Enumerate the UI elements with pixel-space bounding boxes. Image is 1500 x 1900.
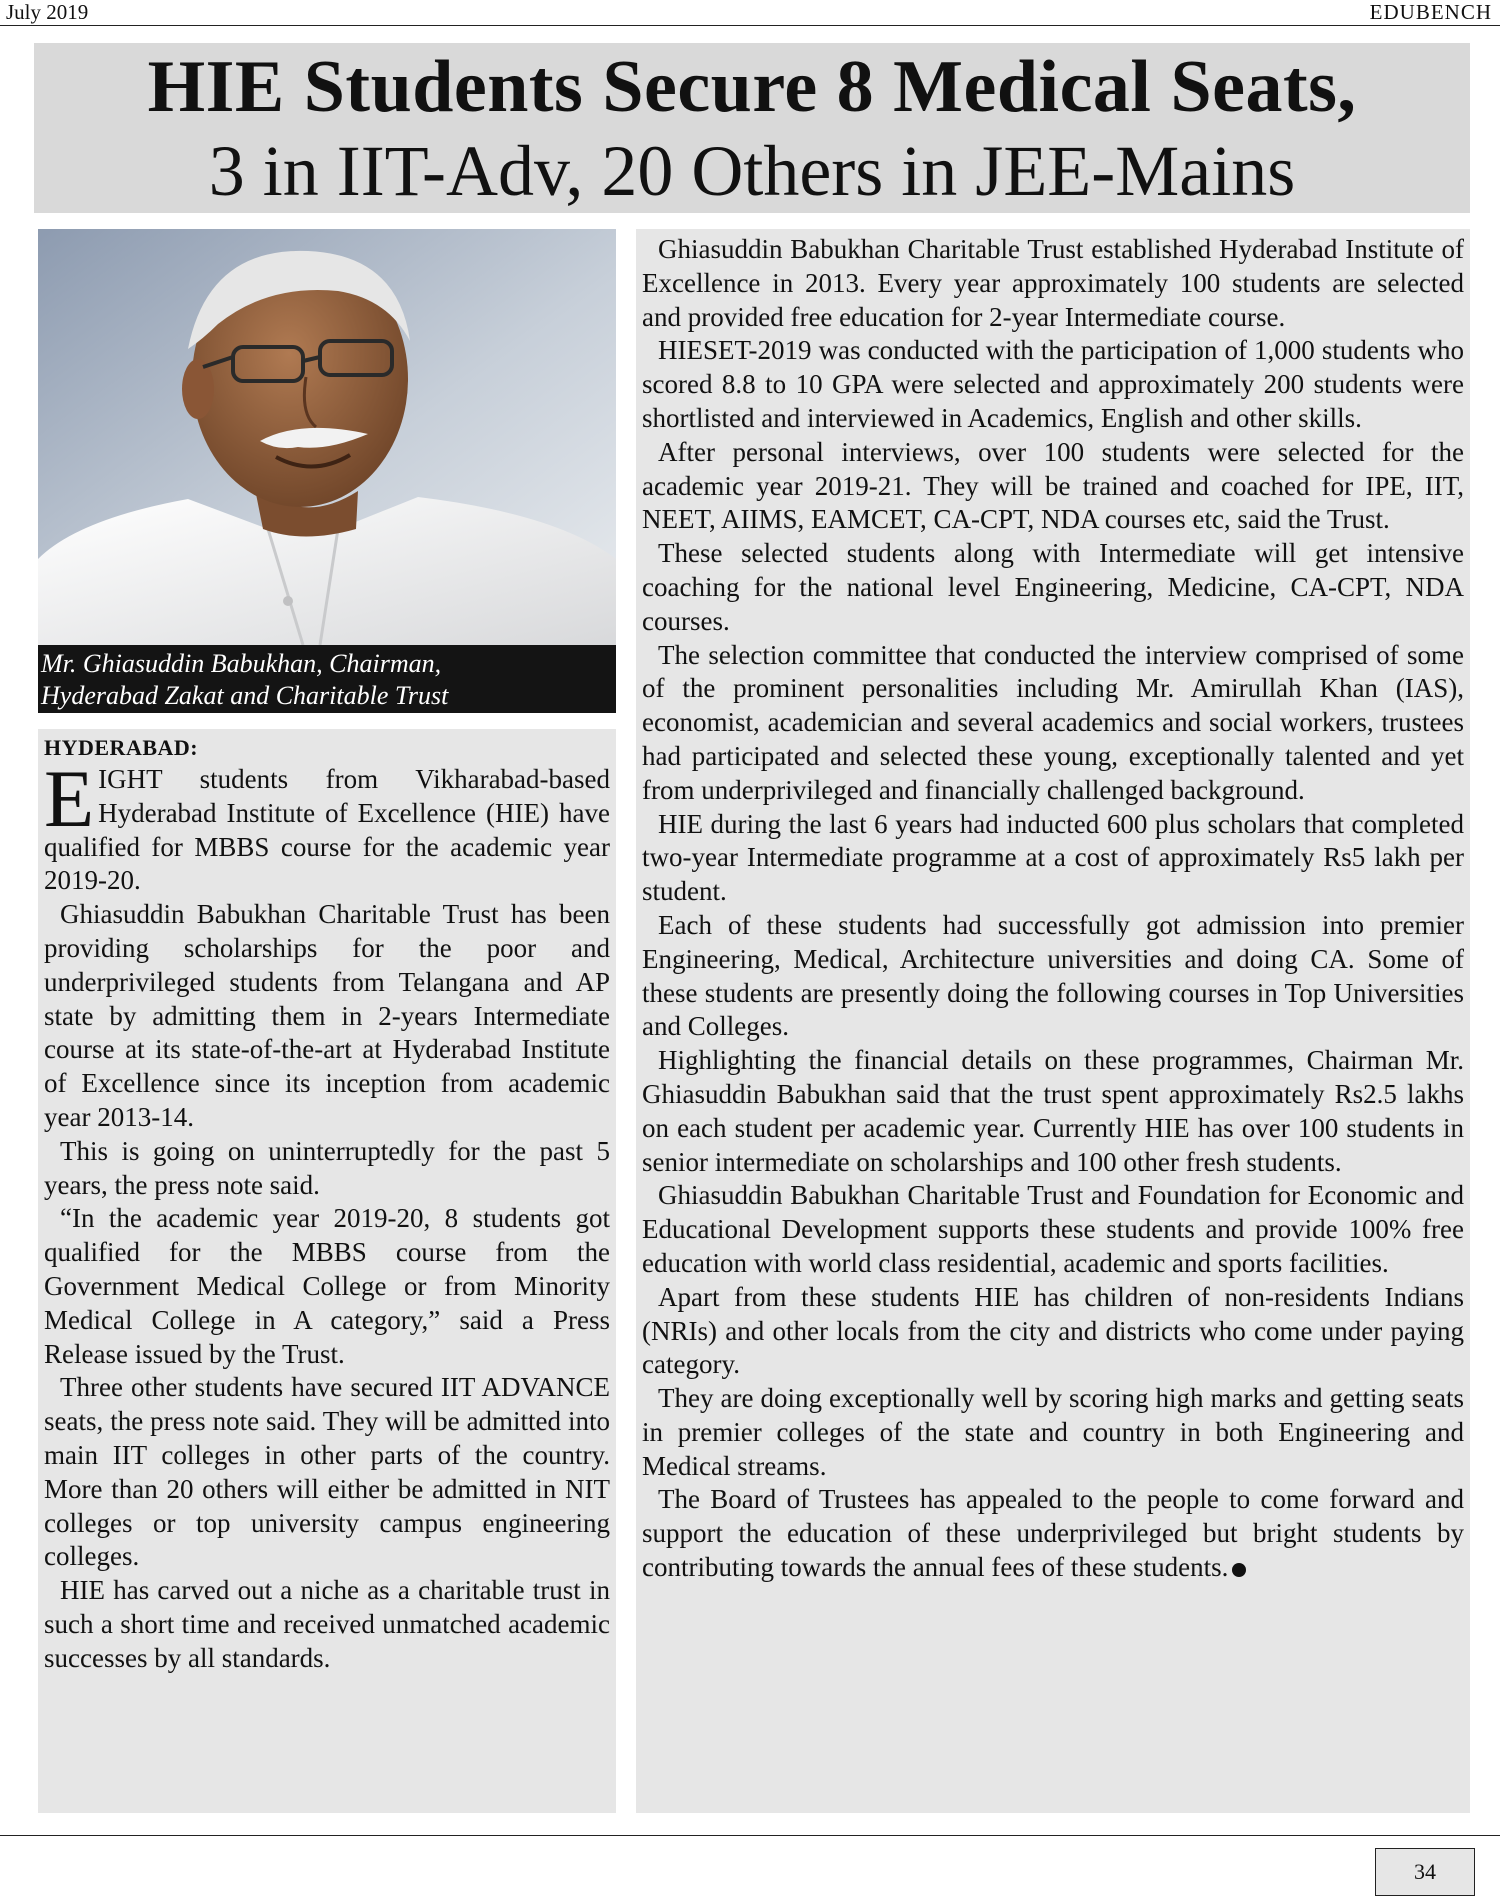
page-number: 34: [1375, 1848, 1475, 1896]
article-paragraph: Apart from these students HIE has children of non-residents Indians (NRIs) and other locals from the city and districts who come under paying category.: [642, 1281, 1464, 1380]
article-paragraph: Highlighting the financial details on these programmes, Chairman Mr. Ghiasuddin Babukhan said that the trust spent approximately Rs2.5 lakhs on each student per academic year. Currently HIE has over 100 students in senior intermediate on scholarships and 100 other fresh students.: [642, 1045, 1464, 1177]
article-paragraph: The selection committee that conducted the interview comprised of some of the prominent personalities including Mr. Amirullah Khan (IAS), economist, academician and several academics and social workers, trustees had participated and selected these young, exceptionally talented and yet from underprivileged and financially challenged background.: [642, 639, 1464, 805]
caption-line-1: Mr. Ghiasuddin Babukhan, Chairman,: [41, 649, 442, 678]
end-of-article-bullet-icon: [1232, 1563, 1246, 1577]
portrait-photo: [38, 229, 616, 645]
article-paragraph: Ghiasuddin Babukhan Charitable Trust and Foundation for Economic and Educational Development supports these students and provide 100% free education with world class residential, academic and sports facilities.: [642, 1180, 1464, 1278]
lead-paragraph: [44, 753, 610, 898]
headline-line-1: HIE Students Secure 8 Medical Seats,: [147, 46, 1357, 128]
article-paragraph: They are doing exceptionally well by scoring high marks and getting seats in premier colleges of the state and country in both Engineering and Medical streams.: [642, 1383, 1464, 1481]
dateline-colon: :: [190, 735, 199, 760]
article-paragraph: Three other students have secured IIT ADVANCE seats, the press note said. They will be admitted into main IIT colleges in other parts of the country. More than 20 others will either be admitted in NIT colleges or top university campus engineering colleges.: [44, 1372, 610, 1572]
article-paragraph: HIE during the last 6 years had inducted 600 plus scholars that completed two-year Intermediate programme at a cost of approximately Rs5 lakh per student.: [642, 808, 1464, 907]
article-paragraph: After personal interviews, over 100 students were selected for the academic year 2019-21. They will be trained and coached for IPE, IIT, NEET, AIIMS, EAMCET, CA-CPT, NDA courses etc, said the Trust.: [642, 436, 1464, 535]
article-paragraph: HIESET-2019 was conducted with the participation of 1,000 students who scored 8.8 to 10 GPA were selected and approximately 200 students were shortlisted and interviewed in Academics, English and other skills.: [642, 335, 1464, 433]
caption-line-2: Hyderabad Zakat and Charitable Trust: [41, 681, 449, 710]
dateline-city: HYDERABAD: [44, 735, 191, 760]
drop-cap: E: [44, 753, 95, 844]
lead-text: IGHT students from Vikharabad-based Hyderabad Institute of Excellence (HIE) have qualified for MBBS course for the academic year 2019-20.: [44, 764, 610, 896]
footer-rule: [0, 1835, 1500, 1836]
article-paragraph: This is going on uninterruptedly for the past 5 years, the press note said.: [44, 1135, 610, 1200]
publication-name: EDUBENCH: [1369, 0, 1492, 24]
photo-caption: [38, 645, 616, 713]
final-paragraph-text: The Board of Trustees has appealed to the people to come forward and support the education of these underprivileged but bright students by contributing towards the annual fees of these students.: [642, 1484, 1464, 1583]
portrait-illustration: [38, 229, 616, 645]
article-paragraph: These selected students along with Intermediate will get intensive coaching for the national level Engineering, Medicine, CA-CPT, NDA courses.: [642, 538, 1464, 636]
article-paragraph: “In the academic year 2019-20, 8 students got qualified for the MBBS course from the Government Medical College or from Minority Medical College in A category,” said a Press Release issued by the Trust.: [44, 1203, 610, 1369]
dateline: [44, 733, 610, 763]
article-paragraph: Ghiasuddin Babukhan Charitable Trust established Hyderabad Institute of Excellence in 2013. Every year approximately 100 students are selected and provided free education for 2-year Intermediate course.: [642, 234, 1464, 332]
article-column-left: [38, 729, 616, 1813]
final-paragraph: [642, 1483, 1464, 1584]
article-headline: [34, 43, 1470, 213]
article-paragraph: Each of these students had successfully got admission into premier Engineering, Medical, Architecture universities and doing CA. Some of these students are presently doing the following courses in Top Universities and Colleges.: [642, 909, 1464, 1042]
issue-date: July 2019: [6, 0, 89, 24]
headline-line-2: 3 in IIT-Adv, 20 Others in JEE-Mains: [208, 131, 1296, 211]
article-column-right: [636, 229, 1470, 1813]
header-rule: [0, 25, 1500, 26]
article-paragraph: Ghiasuddin Babukhan Charitable Trust has been providing scholarships for the poor and underprivileged students from Telangana and AP state by admitting them in 2-years Intermediate course at its state-of-the-art at Hyderabad Institute of Excellence since its inception from academic year 2013-14.: [44, 899, 610, 1132]
article-paragraph: HIE has carved out a niche as a charitable trust in such a short time and received unmatched academic successes by all standards.: [44, 1575, 610, 1673]
